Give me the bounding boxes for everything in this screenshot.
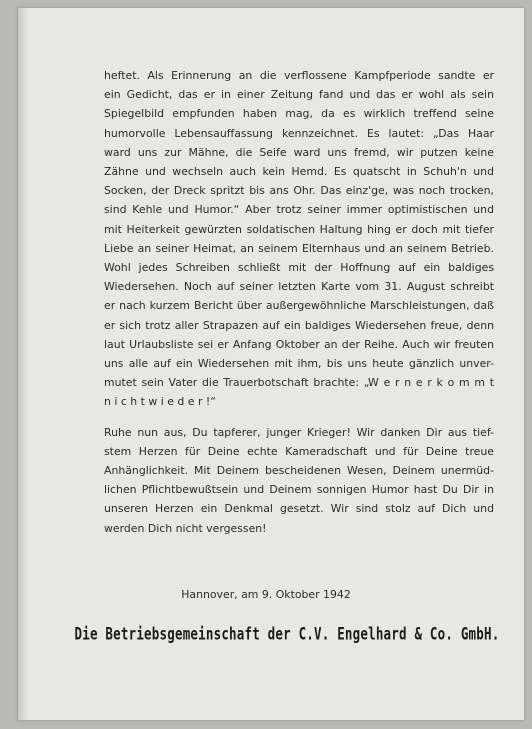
text-line: er nach kurzem Bericht über außergewöhnliche Marschleistungen, daß: [104, 299, 494, 313]
paragraph-farewell: [104, 423, 494, 538]
text-line: mutet sein Vater die Trauerbotschaft brachte: „W e r n e r k o m m t: [104, 376, 494, 390]
text-line: uns alle auf ein Wiedersehen mit ihm, bis uns heute gänzlich unver-: [104, 357, 494, 371]
text-line: stem Herzen für Deine echte Kameradschaft und für Deine treue: [104, 444, 494, 458]
company-signature: Die Betriebsgemeinschaft der C.V. Engelhard & Co. GmbH.: [74, 623, 500, 644]
text-line: unseren Herzen ein Denkmal gesetzt. Wir sind stolz auf Dich und: [104, 502, 494, 516]
text-line: Liebe an seiner Heimat, an seinem Elternhaus und an seinem Betrieb.: [104, 241, 494, 255]
text-line: er sich trotz aller Strapazen auf ein baldiges Wiedersehen freue, denn: [104, 318, 494, 332]
letter-body: [104, 66, 494, 538]
text-line: ward uns zur Mähne, die Seife ward uns fremd, wir putzen keine: [104, 145, 494, 159]
text-line: Anhänglichkeit. Mit Deinem bescheidenen Wesen, Deinem unermüd-: [104, 464, 494, 478]
text-line: laut Urlaubsliste sei er Anfang Oktober an der Reihe. Auch wir freuten: [104, 337, 494, 351]
text-line: lichen Pflichtbewußtsein und Deinem sonnigen Humor hast Du Dir in: [104, 483, 494, 497]
text-line: Wiedersehen. Noch auf seiner letzten Karte vom 31. August schreibt: [104, 280, 494, 294]
text-line: Ruhe nun aus, Du tapferer, junger Krieger! Wir danken Dir aus tief-: [104, 425, 494, 439]
place-and-date: Hannover, am 9. Oktober 1942: [181, 588, 351, 601]
text-line: Zähne und wechseln auch kein Hemd. Es quatscht in Schuh'n und: [104, 165, 494, 179]
text-line: mit Heiterkeit gewürzten soldatischen Haltung hing er doch mit tiefer: [104, 222, 494, 236]
text-line: ein Gedicht, das er in einer Zeitung fand und das er wohl als sein: [104, 88, 494, 102]
paragraph-remembrance: [104, 66, 494, 412]
text-line: n i c h t w i e d e r !“: [104, 395, 216, 409]
text-line: Spiegelbild empfunden haben mag, da es wirklich treffend seine: [104, 107, 494, 121]
text-line: Wohl jedes Schreiben schließt mit der Hoffnung auf ein baldiges: [104, 261, 494, 275]
text-line: werden Dich nicht vergessen!: [104, 521, 267, 535]
text-line: heftet. Als Erinnerung an die verflossene Kampfperiode sandte er: [104, 69, 494, 82]
text-line: sind Kehle und Humor.“ Aber trotz seiner immer optimistischen und: [104, 203, 494, 217]
document-page: [18, 8, 524, 720]
text-line: Socken, der Dreck spritzt bis ans Ohr. Das einz'ge, was noch trocken,: [104, 184, 494, 198]
text-line: humorvolle Lebensauffassung kennzeichnet. Es lautet: „Das Haar: [104, 126, 494, 140]
